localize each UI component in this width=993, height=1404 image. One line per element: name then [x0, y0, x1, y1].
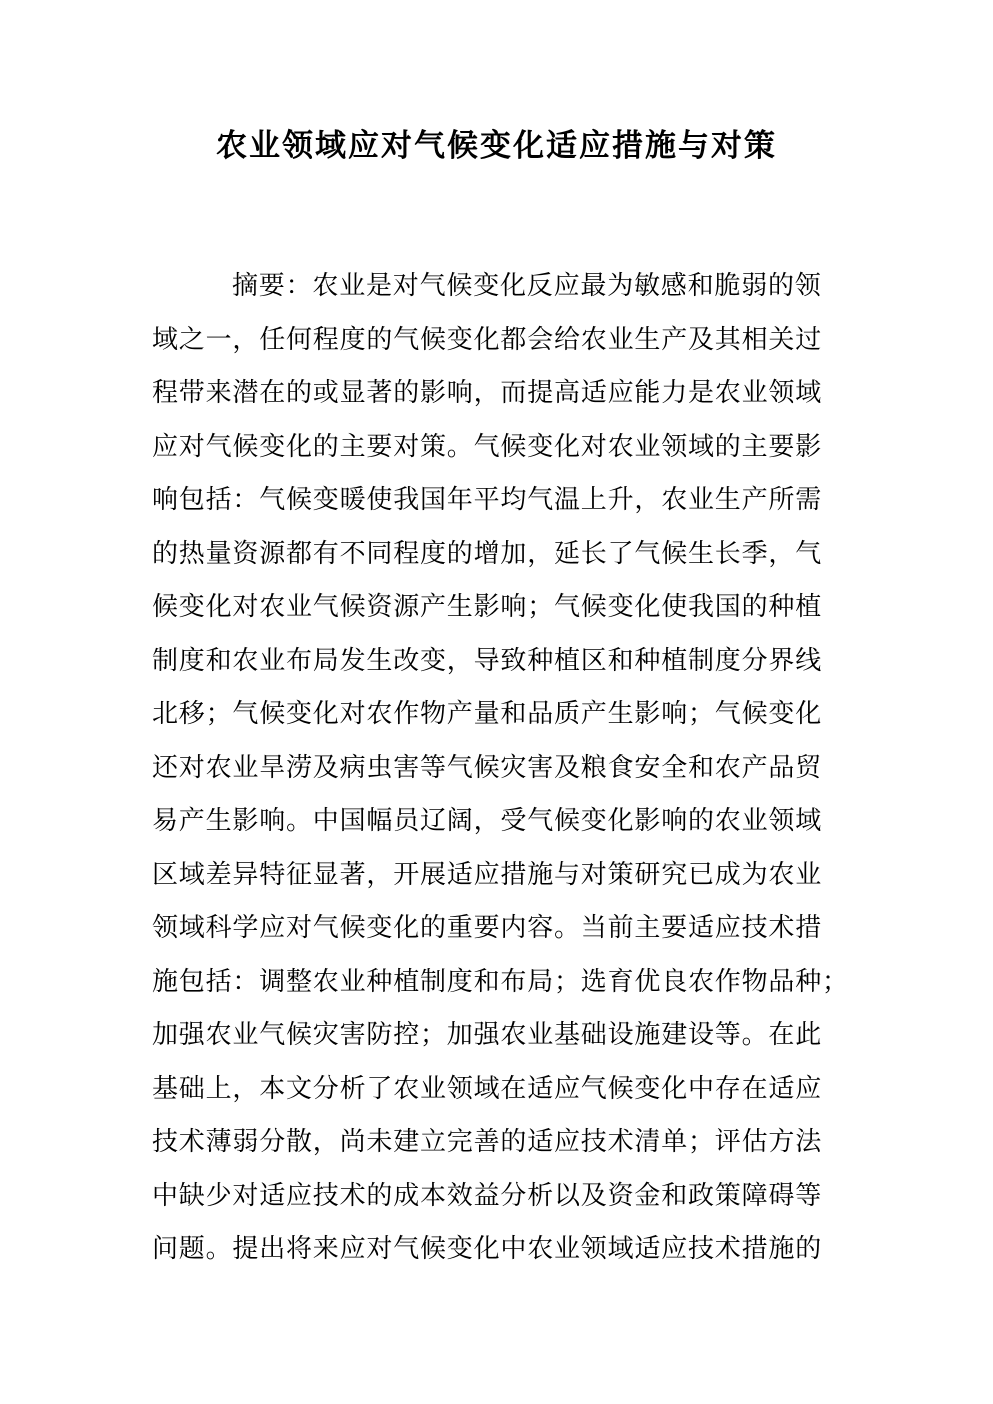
abstract-line: 应对气候变化的主要对策。气候变化对农业领域的主要影 — [152, 431, 823, 462]
abstract-line: 摘要：农业是对气候变化反应最为敏感和脆弱的领 — [232, 271, 822, 301]
abstract-line: 程带来潜在的或显著的影响，而提高适应能力是农业领域 — [152, 378, 823, 408]
abstract-line: 领域科学应对气候变化的重要内容。当前主要适应技术措 — [152, 913, 823, 943]
abstract-line: 制度和农业布局发生改变，导致种植区和种植制度分界线 — [152, 645, 823, 676]
abstract-line: 施包括：调整农业种植制度和布局；选育优良农作物品种； — [152, 966, 849, 997]
abstract-line: 候变化对农业气候资源产生影响；气候变化使我国的种植 — [152, 592, 823, 622]
abstract-line: 北移；气候变化对农作物产量和品质产生影响；气候变化 — [152, 699, 823, 729]
abstract-line: 加强农业气候灾害防控；加强农业基础设施建设等。在此 — [152, 1020, 823, 1050]
abstract-line: 域之一，任何程度的气候变化都会给农业生产及其相关过 — [152, 324, 823, 355]
abstract-line: 响包括：气候变暖使我国年平均气温上升，农业生产所需 — [152, 485, 823, 515]
abstract-line: 易产生影响。中国幅员辽阔，受气候变化影响的农业领域 — [152, 806, 823, 836]
abstract-line: 区域差异特征显著，开展适应措施与对策研究已成为农业 — [152, 859, 823, 890]
abstract-line: 的热量资源都有不同程度的增加，延长了气候生长季，气 — [152, 538, 823, 569]
abstract-line: 技术薄弱分散，尚未建立完善的适应技术清单；评估方法 — [152, 1127, 823, 1157]
abstract-line: 中缺少对适应技术的成本效益分析以及资金和政策障碍等 — [152, 1180, 823, 1211]
abstract-line: 基础上，本文分析了农业领域在适应气候变化中存在适应 — [152, 1073, 823, 1104]
abstract-line: 还对农业旱涝及病虫害等气候灾害及粮食安全和农产品贸 — [152, 752, 823, 783]
document-title: 农业领域应对气候变化适应措施与对策 — [216, 128, 777, 164]
abstract-line: 问题。提出将来应对气候变化中农业领域适应技术措施的 — [152, 1234, 823, 1264]
abstract-paragraph — [152, 260, 849, 1277]
